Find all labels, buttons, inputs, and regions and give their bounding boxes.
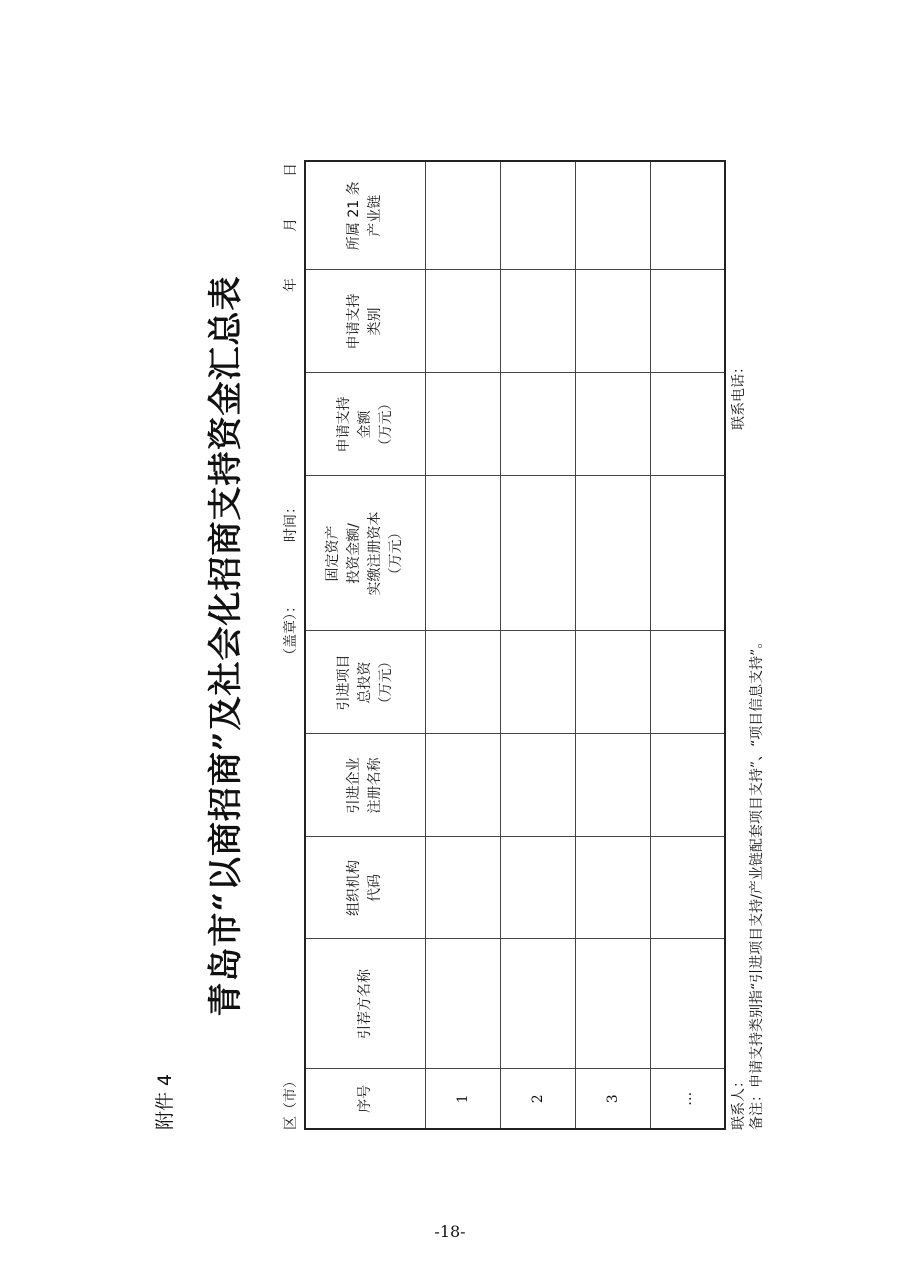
cell-industry-chain [500, 161, 575, 270]
attachment-label: 附件 4 [154, 1073, 176, 1130]
cell-serial: 3 [575, 1069, 650, 1129]
header-referrer-name: 引荐方名称 [305, 939, 425, 1069]
header-fixed-asset-investment: 固定资产 投资金额/ 实缴注册资本 （万元） [305, 476, 425, 631]
table-header-row [305, 161, 425, 1129]
cell-total-investment [575, 631, 650, 734]
summary-table [304, 160, 726, 1130]
cell-fixed-asset-investment [425, 476, 500, 631]
cell-company-name [650, 734, 725, 837]
table-row [425, 161, 500, 1129]
cell-org-code [500, 837, 575, 939]
cell-support-amount [425, 373, 500, 476]
header-industry-chain: 所属 21 条 产业链 [305, 161, 425, 270]
header-support-amount: 申请支持 金额 （万元） [305, 373, 425, 476]
header-company-name: 引进企业 注册名称 [305, 734, 425, 837]
cell-support-amount [575, 373, 650, 476]
cell-company-name [500, 734, 575, 837]
cell-serial: … [650, 1069, 725, 1129]
cell-industry-chain [575, 161, 650, 270]
cell-total-investment [500, 631, 575, 734]
cell-support-amount [500, 373, 575, 476]
cell-industry-chain [650, 161, 725, 270]
table-row [500, 161, 575, 1129]
cell-org-code [425, 837, 500, 939]
page-number: -18- [434, 1222, 466, 1241]
rotated-landscape-content [150, 162, 765, 1130]
cell-support-category [425, 270, 500, 373]
cell-referrer-name [425, 939, 500, 1069]
table-row [650, 161, 725, 1129]
year-label: 年 [283, 278, 299, 292]
header-org-code: 组织机构 代码 [305, 837, 425, 939]
phone-label: 联系电话： [731, 360, 747, 430]
cell-support-category [650, 270, 725, 373]
cell-support-category [575, 270, 650, 373]
footnote: 备注：申请支持类别指“引进项目支持/产业链配套项目支持”、“项目信息支持”。 [749, 634, 765, 1130]
header-serial: 序号 [305, 1069, 425, 1129]
cell-support-category [500, 270, 575, 373]
cell-serial: 2 [500, 1069, 575, 1129]
seal-label: （盖章）： [283, 599, 299, 662]
cell-fixed-asset-investment [575, 476, 650, 631]
cell-company-name [575, 734, 650, 837]
cell-referrer-name [500, 939, 575, 1069]
cell-referrer-name [650, 939, 725, 1069]
month-label: 月 [283, 218, 299, 232]
day-label: 日 [283, 163, 299, 177]
cell-org-code [575, 837, 650, 939]
cell-company-name [425, 734, 500, 837]
document-title: 青岛市“以商招商”及社会化招商支持资金汇总表 [206, 275, 246, 1017]
cell-fixed-asset-investment [500, 476, 575, 631]
cell-referrer-name [575, 939, 650, 1069]
cell-total-investment [425, 631, 500, 734]
cell-support-amount [650, 373, 725, 476]
time-label: 时间： [283, 500, 299, 542]
cell-fixed-asset-investment [650, 476, 725, 631]
table-row [575, 161, 650, 1129]
cell-serial: 1 [425, 1069, 500, 1129]
district-label: 区（市） [283, 1074, 299, 1130]
contact-label: 联系人： [731, 1074, 747, 1130]
header-support-category: 申请支持 类别 [305, 270, 425, 373]
cell-total-investment [650, 631, 725, 734]
cell-org-code [650, 837, 725, 939]
header-total-investment: 引进项目 总投资 （万元） [305, 631, 425, 734]
cell-industry-chain [425, 161, 500, 270]
